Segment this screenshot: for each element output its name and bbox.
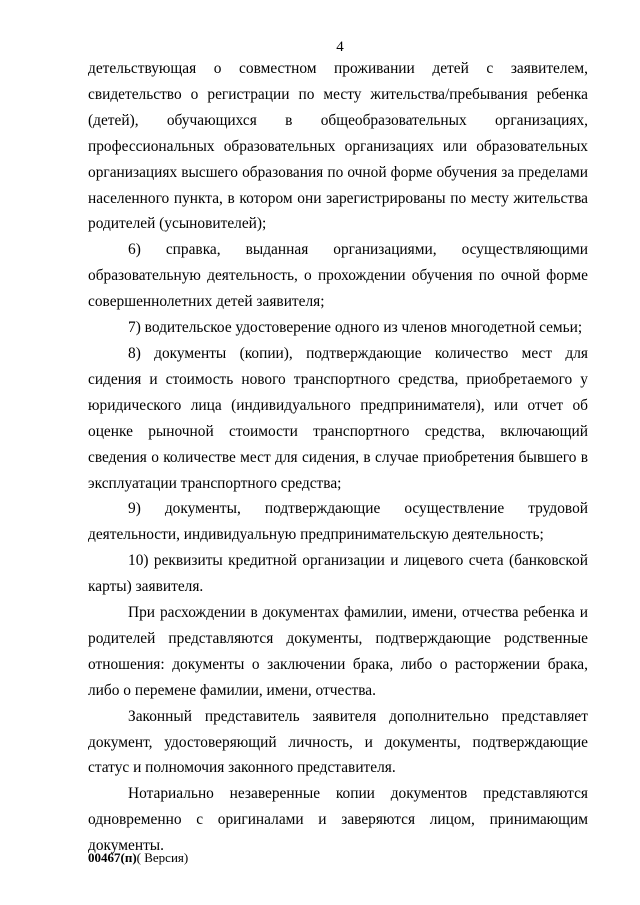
paragraph-item-6: 6) справка, выданная организациями, осуществляющими образовательную деятельность, о прохождении обучения по очной форме совершеннолетних детей заявителя; [88, 241, 588, 311]
page-number: 4 [336, 39, 344, 55]
paragraph-item-9: 9) документы, подтверждающие осуществление трудовой деятельности, индивидуальную предпринимательскую деятельность; [88, 500, 588, 544]
paragraph-name-discrepancy: При расхождении в документах фамилии, имени, отчества ребенка и родителей представляются документы, подтверждающие родственные отношения: документы о заключении брака, либо о расторжении брака, либо о перемене фамилии, имени, отчества. [88, 604, 588, 699]
document-footer [88, 850, 188, 866]
document-body [88, 56, 588, 859]
paragraph-continuation: детельствующая о совместном проживании детей с заявителем, свидетельство о регистрации по месту жительства/пребывания ребенка (детей), обучающихся в общеобразовательных организациях, профессиональных образовательных организациях или образовательных организациях высшего образования по очной форме обучения за пределами населенного пункта, в котором они зарегистрированы по месту жительства родителей (усыновителей); [88, 60, 588, 233]
document-code: 00467(п) [88, 850, 137, 865]
paragraph-item-10: 10) реквизиты кредитной организации и лицевого счета (банковской карты) заявителя. [88, 552, 588, 596]
paragraph-legal-representative: Законный представитель заявителя дополнительно представляет документ, удостоверяющий личность, и документы, подтверждающие статус и полномочия законного представителя. [88, 707, 588, 777]
document-version: ( Версия) [136, 850, 189, 865]
paragraph-item-7: 7) водительское удостоверение одного из членов многодетной семьи; [128, 319, 583, 337]
paragraph-notarial-copies: Нотариально незаверенные копии документов представляются одновременно с оригиналами и заверяются лицом, принимающим документы. [88, 785, 588, 855]
paragraph-item-8: 8) документы (копии), подтверждающие количество мест для сидения и стоимость нового транспортного средства, приобретаемого у юридического лица (индивидуального предпринимателя), или отчет об оценке рыночной стоимости транспортного средства, включающий сведения о количестве мест для сидения, в случае приобретения бывшего в эксплуатации транспортного средства; [88, 344, 588, 492]
